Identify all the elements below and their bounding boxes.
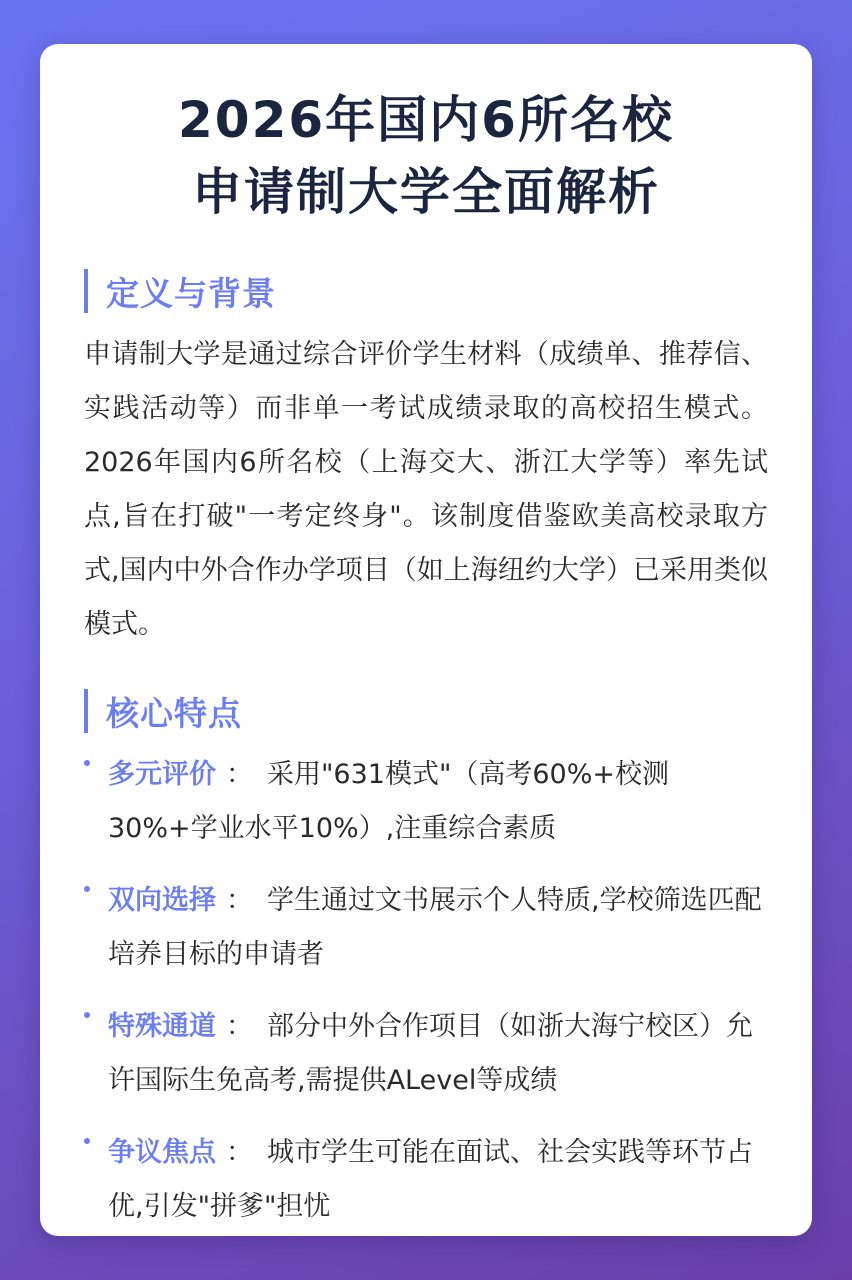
feature-list (84, 748, 768, 1234)
feature-text: 部分中外合作项目（如浙大海宁校区）允许国际生免高考,需提供ALevel等成绩 (108, 1011, 753, 1096)
feature-label: 特殊通道 (108, 1011, 216, 1042)
section-header-definition (84, 268, 768, 314)
feature-colon: ： (226, 1137, 253, 1168)
title-line-1: 2026年国内6所名校 (178, 91, 674, 149)
section-title-definition: 定义与背景 (106, 273, 276, 313)
feature-colon: ： (226, 759, 253, 790)
feature-text: 采用"631模式"（高考60%+校测30%+学业水平10%）,注重综合素质 (108, 759, 670, 844)
page-title (84, 84, 768, 228)
feature-item (84, 748, 768, 856)
feature-text: 学生通过文书展示个人特质,学校筛选匹配培养目标的申请者 (108, 885, 762, 970)
feature-label: 双向选择 (108, 885, 216, 916)
section-title-features: 核心特点 (106, 693, 242, 733)
feature-text: 城市学生可能在面试、社会实践等环节占优,引发"拼爹"担忧 (108, 1137, 753, 1222)
feature-colon: ： (226, 1011, 253, 1042)
bullet-dot-icon (84, 886, 90, 892)
section-accent-bar (84, 689, 88, 733)
feature-colon: ： (226, 885, 253, 916)
bullet-dot-icon (84, 1138, 90, 1144)
feature-label: 多元评价 (108, 759, 216, 790)
title-line-2: 申请制大学全面解析 (192, 163, 660, 221)
feature-label: 争议焦点 (108, 1137, 216, 1168)
feature-item (84, 874, 768, 982)
content-card (40, 44, 812, 1236)
section-accent-bar (84, 269, 88, 313)
bullet-dot-icon (84, 760, 90, 766)
feature-item (84, 1126, 768, 1234)
bullet-dot-icon (84, 1012, 90, 1018)
section-header-features (84, 688, 768, 734)
feature-item (84, 1000, 768, 1108)
definition-paragraph: 申请制大学是通过综合评价学生材料（成绩单、推荐信、实践活动等）而非单一考试成绩录取的高校招生模式。2026年国内6所名校（上海交大、浙江大学等）率先试点,旨在打破"一考定终身"。该制度借鉴欧美高校录取方式,国内中外合作办学项目（如上海纽约大学）已采用类似模式。 (84, 339, 768, 640)
